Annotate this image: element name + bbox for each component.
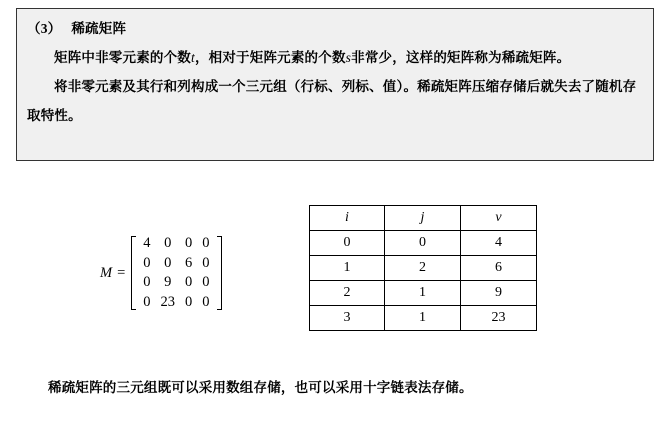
column-header-i: i (310, 206, 385, 231)
definition-paragraph (27, 43, 643, 73)
table-cell: 0 (310, 231, 385, 256)
matrix-cell: 23 (160, 293, 176, 310)
triple-paragraph: 将非零元素及其行和列构成一个三元组（行标、列标、值）。稀疏矩阵压缩存储后就失去了随机存取特性。 (27, 79, 637, 124)
definition-text-part2: ，相对于矩阵元素的个数 (194, 50, 346, 66)
matrix-cell: 0 (202, 235, 210, 252)
matrix-brackets (131, 234, 221, 312)
table-cell: 0 (385, 231, 461, 256)
table-cell: 1 (310, 256, 385, 281)
table-cell: 23 (461, 306, 537, 331)
matrix-row (138, 273, 214, 293)
matrix-cell: 0 (202, 274, 210, 291)
definition-box (16, 8, 654, 161)
table-row (310, 256, 537, 281)
definition-text-part1: 矩阵中非零元素的个数 (54, 50, 191, 66)
matrix-equation (100, 230, 222, 316)
variable-t: t (191, 50, 195, 65)
section-title: 稀疏矩阵 (71, 21, 127, 37)
table-row (310, 231, 537, 256)
storage-note: 稀疏矩阵的三元组既可以采用数组存储，也可以采用十字链表法存储。 (48, 380, 473, 396)
matrix-cell: 0 (164, 235, 172, 252)
table-cell: 2 (385, 256, 461, 281)
triple-table (309, 205, 537, 331)
table-row (310, 306, 537, 331)
table-cell: 6 (461, 256, 537, 281)
table-cell: 4 (461, 231, 537, 256)
matrix-cell: 0 (185, 274, 193, 291)
definition-text-part3: 非常少，这样的矩阵称为稀疏矩阵。 (351, 50, 571, 66)
equals-sign: = (117, 264, 126, 281)
matrix-row (138, 293, 214, 313)
table-cell: 1 (385, 306, 461, 331)
matrix-cell: 0 (185, 235, 193, 252)
table-cell: 3 (310, 306, 385, 331)
table-row (310, 281, 537, 306)
variable-s: s (345, 50, 352, 65)
matrix-cell: 6 (185, 254, 193, 271)
section-heading (27, 15, 643, 43)
matrix-cell: 0 (164, 254, 172, 271)
table-cell: 2 (310, 281, 385, 306)
table-cell: 9 (461, 281, 537, 306)
matrix-row (138, 254, 214, 274)
matrix-cell: 0 (143, 274, 151, 291)
table-cell: 1 (385, 281, 461, 306)
column-header-j: j (385, 206, 461, 231)
matrix-cell: 0 (185, 293, 193, 310)
matrix-cell: 0 (143, 254, 151, 271)
triple-header-row (310, 206, 537, 231)
matrix-cell: 4 (143, 235, 151, 252)
matrix-cell: 9 (164, 274, 172, 291)
matrix-grid (138, 234, 214, 312)
matrix-cell: 0 (202, 293, 210, 310)
matrix-name: M (100, 264, 113, 281)
section-number: （3） (27, 21, 62, 36)
matrix-cell: 0 (202, 254, 210, 271)
column-header-v: v (461, 206, 537, 231)
matrix-row (138, 234, 214, 254)
matrix-cell: 0 (143, 293, 151, 310)
